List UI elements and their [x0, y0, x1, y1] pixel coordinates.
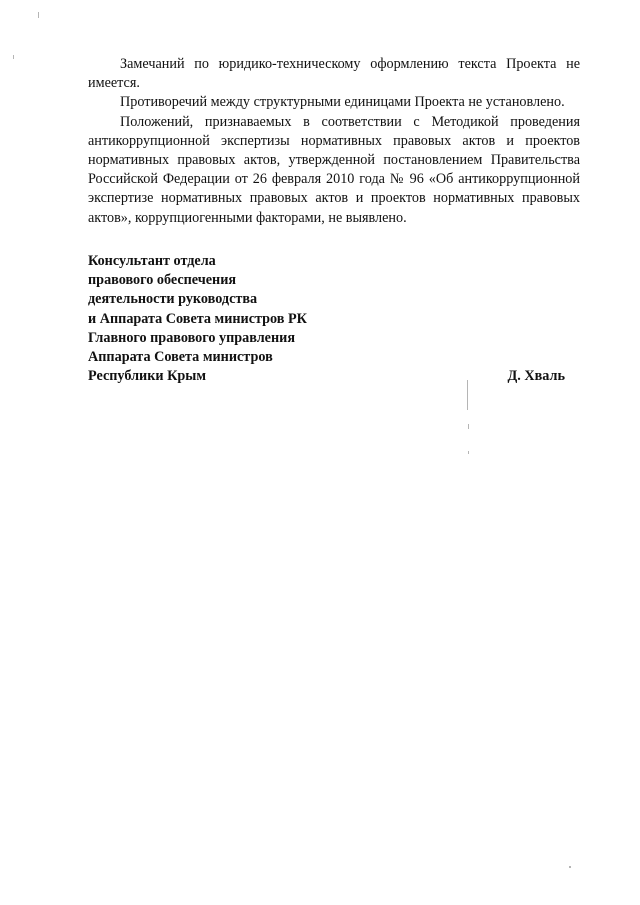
- signatory-name: Д. Хваль: [507, 368, 565, 385]
- signature-position-line: Консультант отдела: [88, 253, 216, 269]
- scan-mark: [468, 424, 469, 429]
- scan-mark: [38, 12, 39, 18]
- document-body: [88, 55, 580, 228]
- scan-mark: [467, 380, 468, 410]
- signature-position-line: деятельности руководства: [88, 291, 258, 308]
- scan-mark: [569, 866, 571, 868]
- signature-position-line: и Аппарата Совета министров РК: [88, 310, 307, 327]
- paragraph-no-contradictions: Противоречий между структурными единицами Проекта не установлено.: [120, 94, 565, 111]
- signature-position-line: Главного правового управления: [88, 329, 295, 346]
- scan-mark: [468, 451, 469, 454]
- paragraph-no-corruption-factors: Положений, признаваемых в соответствии с Методикой проведения антикоррупционной экспертизы нормативных правовых актов и проектов нормативных правовых актов, утвержденной постановлением Правительства Российской Федерации от 26 февраля 2010 года № 96 «Об антикоррупционной экспертизе нормативных правовых актов и проектов нормативных правовых актов», коррупциогенными факторами, не выявлено.: [88, 113, 580, 226]
- signature-position-line: Республики Крым: [88, 368, 207, 385]
- scan-mark: [13, 55, 14, 59]
- paragraph-no-remarks: Замечаний по юридико-техническому оформлению текста Проекта не имеется.: [88, 56, 580, 92]
- signature-position-line: правового обеспечения: [88, 272, 237, 289]
- signature-position-line: Аппарата Совета министров: [88, 349, 273, 366]
- signature-block: [88, 252, 580, 386]
